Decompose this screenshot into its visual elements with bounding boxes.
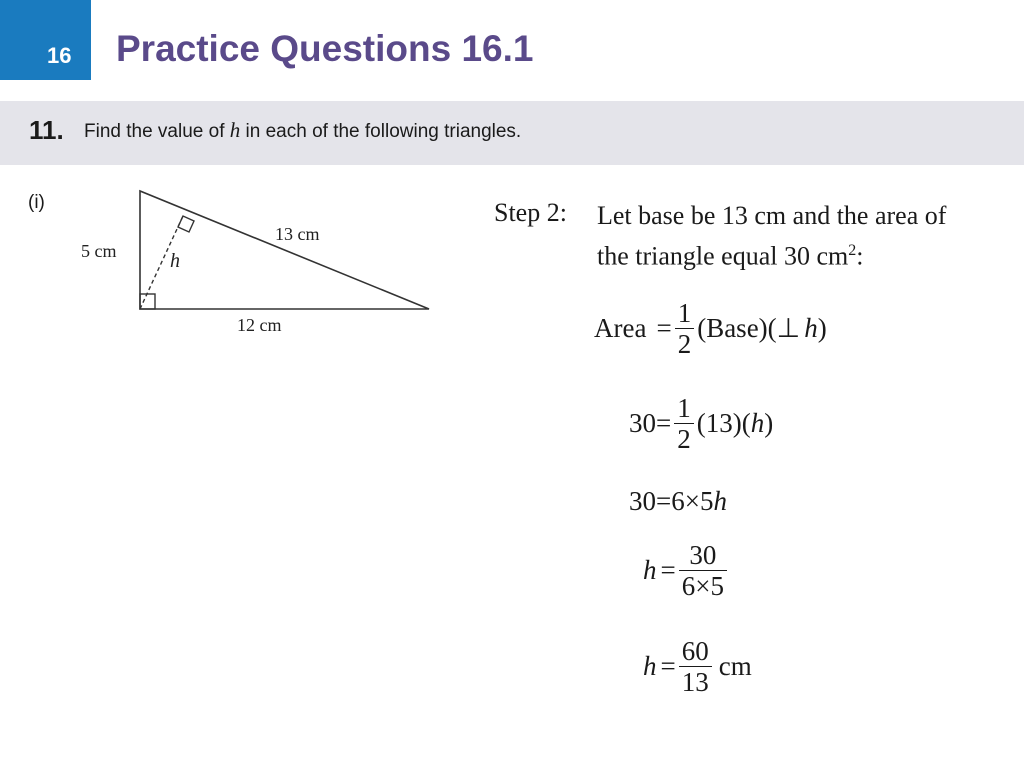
eq5-den: 13 [679, 666, 712, 697]
right-angle-marker [140, 294, 155, 309]
step-line-2 [597, 233, 946, 274]
eq4-fraction [679, 540, 727, 601]
question-text-before: Find the value of [84, 121, 230, 142]
eq4-num: 30 [689, 540, 717, 570]
question-variable: h [229, 118, 241, 142]
eq1-lhs: Area [594, 313, 647, 343]
part-label: (i) [28, 192, 45, 213]
side-base-label: 12 cm [237, 315, 282, 335]
eq1-num: 1 [677, 298, 692, 328]
eq2-num: 1 [677, 393, 691, 423]
question-text [84, 118, 521, 143]
step-line-2-text: the triangle equal 30 cm [597, 241, 849, 271]
side-left-label: 5 cm [81, 241, 117, 261]
eq5-unit: cm [718, 651, 752, 681]
triangle-outline [140, 191, 429, 309]
eq2-rhs: (13)( [696, 408, 751, 438]
step-line-1: Let base be 13 cm and the area of [597, 201, 947, 230]
step-line-2-end: : [856, 241, 864, 271]
eq3-var: h [713, 486, 727, 516]
eq1-var: h [804, 313, 818, 343]
equation-simplify [629, 486, 727, 517]
chapter-badge [0, 0, 91, 80]
eq1-den: 2 [675, 328, 695, 359]
question-text-after: in each of the following triangles. [240, 121, 522, 142]
perpendicular-marker [178, 216, 194, 232]
eq5-num: 60 [681, 636, 709, 666]
side-hyp-label: 13 cm [275, 224, 320, 244]
question-number: 11. [29, 115, 64, 145]
eq2-var: h [750, 408, 765, 438]
eq3-rhs: 6×5 [671, 486, 714, 516]
height-label: h [170, 250, 180, 272]
eq5-fraction [679, 636, 712, 697]
equation-area [594, 298, 827, 359]
eq4-den: 6×5 [679, 570, 727, 601]
eq2-close: ) [764, 408, 774, 438]
step-text [597, 198, 946, 274]
page-title: Practice Questions 16.1 [116, 28, 534, 69]
eq5-var: h [643, 651, 657, 681]
eq1-close: ) [817, 313, 827, 343]
equation-solve [643, 540, 730, 601]
triangle-figure [75, 180, 435, 340]
eq1-equals: = [656, 313, 672, 343]
eq4-var: h [643, 555, 657, 585]
equation-substitute [629, 393, 773, 454]
question-bar [0, 101, 1024, 165]
eq4-equals: = [660, 555, 676, 585]
eq5-equals: = [660, 651, 676, 681]
eq3-lhs: 30 [629, 486, 656, 516]
chapter-number: 16 [47, 43, 72, 68]
eq1-rhs: (Base)(⊥ [697, 313, 801, 343]
step-line-2-sup: 2 [848, 242, 857, 259]
eq3-equals: = [656, 486, 672, 516]
eq2-equals: = [656, 408, 672, 438]
step-label: Step 2: [494, 198, 567, 227]
eq2-den: 2 [674, 423, 694, 454]
equation-result [643, 636, 752, 697]
eq2-fraction [674, 393, 694, 454]
eq2-lhs: 30 [629, 408, 656, 438]
eq1-fraction [675, 298, 695, 359]
